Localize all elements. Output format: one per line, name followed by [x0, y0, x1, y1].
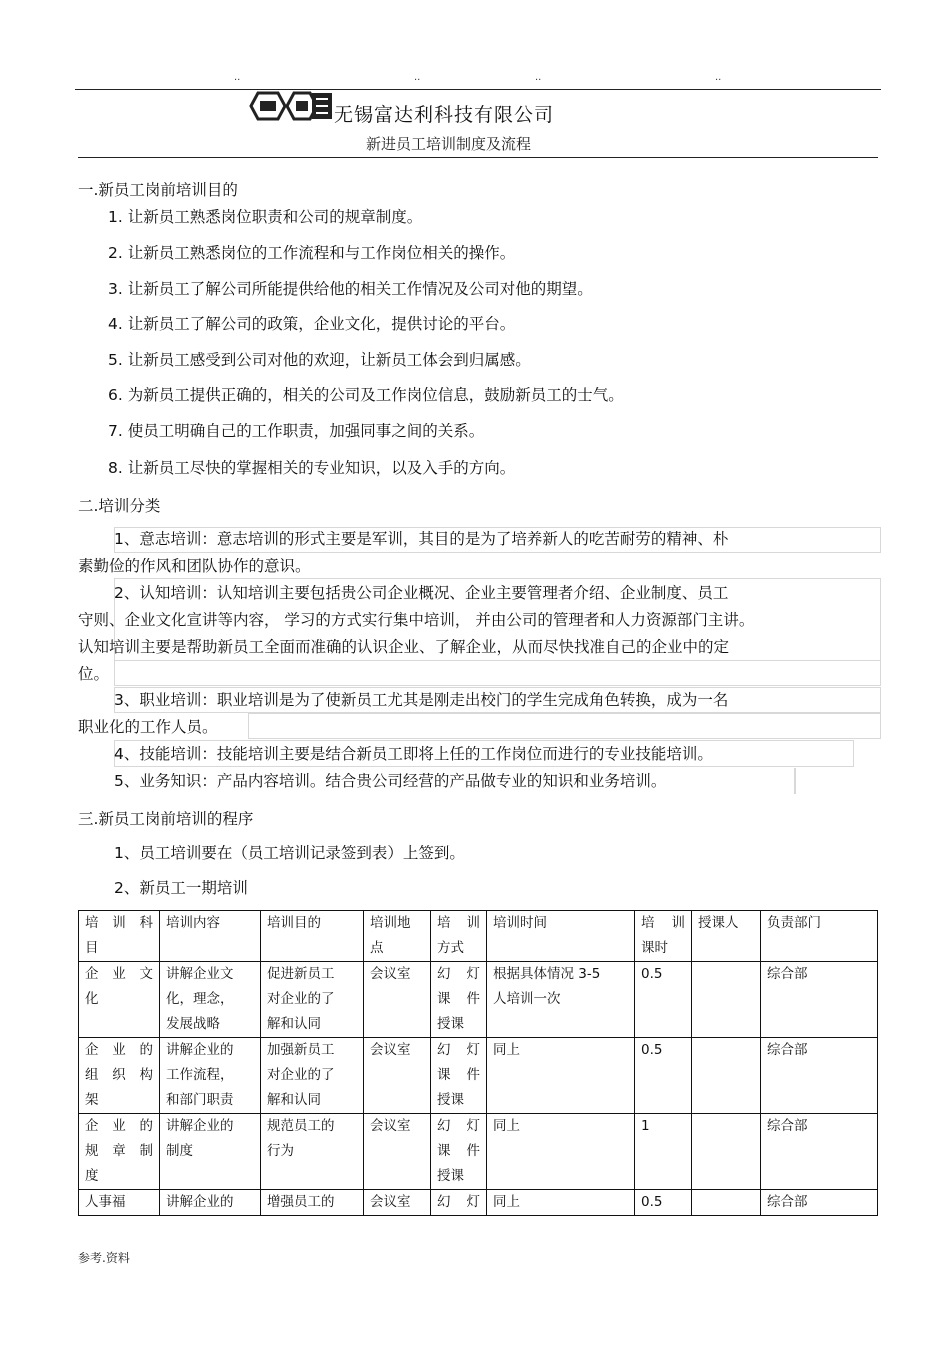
- table-cell: [692, 1190, 761, 1216]
- header-dots-3: ..: [535, 72, 542, 83]
- paragraph-line: 职业化的工作人员。: [78, 718, 218, 736]
- table-cell: [431, 1114, 487, 1190]
- table-cell: [79, 1190, 160, 1216]
- list-item: 6. 为新员工提供正确的，相关的公司及工作岗位信息，鼓励新员工的士气。: [108, 386, 624, 404]
- cell-line: 1: [641, 1118, 650, 1134]
- cell-line: 会议室: [370, 966, 411, 982]
- cell-line: 人培训一次: [493, 991, 561, 1007]
- table-cell: [761, 1038, 878, 1114]
- table-cell: [487, 1038, 635, 1114]
- cell-line: 培训地: [370, 915, 411, 931]
- cell-line: 授课: [437, 1016, 464, 1032]
- cell-line: 目: [85, 940, 99, 956]
- table-cell: [160, 1038, 261, 1114]
- table-cell: [364, 1114, 431, 1190]
- table-cell: [635, 1114, 692, 1190]
- table-cell: [431, 1190, 487, 1216]
- list-item: 2、新员工一期培训: [114, 879, 248, 897]
- cell-line: 授课: [437, 1092, 464, 1108]
- cell-line: 解和认同: [267, 1092, 321, 1108]
- company-logo-icon: [248, 87, 334, 125]
- section-2-title: 二.培训分类: [78, 497, 161, 515]
- page-footer: 参考.资料: [78, 1251, 130, 1265]
- cell-line: 和部门职责: [166, 1092, 234, 1108]
- text-frame: [248, 713, 881, 739]
- document-subtitle: 新进员工培训制度及流程: [366, 135, 532, 153]
- table-header-cell: [761, 911, 878, 962]
- cell-line: 负责部门: [767, 915, 821, 931]
- cell-line: 会议室: [370, 1118, 411, 1134]
- list-item: 3. 让新员工了解公司所能提供给他的相关工作情况及公司对他的期望。: [108, 280, 593, 298]
- cell-line: 讲解企业的: [166, 1042, 234, 1058]
- cell-line: 方式: [437, 940, 464, 956]
- header-bottom-rule: [78, 157, 878, 158]
- list-item: 8. 让新员工尽快的掌握相关的专业知识，以及入手的方向。: [108, 459, 516, 477]
- cell-line: 根据具体情况 3-5: [493, 966, 601, 982]
- table-header-cell: [79, 911, 160, 962]
- table-cell: [487, 1114, 635, 1190]
- table-cell: [160, 1190, 261, 1216]
- cell-line: 度: [85, 1168, 99, 1184]
- table-cell: [692, 962, 761, 1038]
- cell-line: 规范员工的: [267, 1118, 335, 1134]
- cell-line: 授课人: [698, 915, 739, 931]
- cell-line: 增强员工的: [267, 1194, 335, 1210]
- list-item: 1、员工培训要在（员工培训记录签到表）上签到。: [114, 844, 465, 862]
- cell-line: 对企业的了: [267, 1067, 335, 1083]
- table-row: [79, 962, 878, 1038]
- cell-line: 架: [85, 1092, 99, 1108]
- paragraph-line: 素勤俭的作风和团队协作的意识。: [78, 557, 311, 575]
- table-cell: [160, 1114, 261, 1190]
- cell-line: 促进新员工: [267, 966, 335, 982]
- cell-line: 讲解企业的: [166, 1194, 234, 1210]
- table-cell: [487, 962, 635, 1038]
- table-cell: [431, 962, 487, 1038]
- table-cell: [261, 962, 364, 1038]
- cell-line: 讲解企业的: [166, 1118, 234, 1134]
- table-row: [79, 1190, 878, 1216]
- table-header-cell: [692, 911, 761, 962]
- table-cell: [692, 1038, 761, 1114]
- cell-line: 培训内容: [166, 915, 220, 931]
- table-cell: [761, 1190, 878, 1216]
- table-header-cell: [160, 911, 261, 962]
- cell-line: 培训时间: [493, 915, 547, 931]
- table-cell: [635, 1038, 692, 1114]
- cell-line: 课件: [437, 1143, 480, 1159]
- header-dots-2: ..: [414, 72, 421, 83]
- table-cell: [261, 1038, 364, 1114]
- company-name: 无锡富达利科技有限公司: [334, 104, 555, 126]
- cell-line: 工作流程，: [166, 1067, 234, 1083]
- table-cell: [364, 962, 431, 1038]
- cell-line: 点: [370, 940, 384, 956]
- paragraph-line: 位。: [78, 665, 110, 683]
- cell-line: 课时: [641, 940, 668, 956]
- list-item: 5. 让新员工感受到公司对他的欢迎，让新员工体会到归属感。: [108, 351, 531, 369]
- cell-line: 课件: [437, 1067, 480, 1083]
- table-cell: [431, 1038, 487, 1114]
- table-header-cell: [635, 911, 692, 962]
- cell-line: 幻灯: [437, 1194, 480, 1210]
- text-frame: [794, 768, 796, 794]
- table-cell: [635, 1190, 692, 1216]
- cell-line: 行为: [267, 1143, 294, 1159]
- list-item: 2. 让新员工熟悉岗位的工作流程和与工作岗位相关的操作。: [108, 244, 516, 262]
- cell-line: 讲解企业文: [166, 966, 234, 982]
- table-header-cell: [364, 911, 431, 962]
- training-table: [78, 910, 878, 1216]
- table-header-row: [79, 911, 878, 962]
- table-cell: [364, 1190, 431, 1216]
- paragraph-line: 4、技能培训：技能培训主要是结合新员工即将上任的工作岗位而进行的专业技能培训。: [114, 745, 713, 763]
- text-frame: [114, 660, 881, 686]
- paragraph-line: 2、认知培训：认知培训主要包括贵公司企业概况、企业主要管理者介绍、企业制度、员工: [114, 584, 729, 602]
- cell-line: 0.5: [641, 1042, 663, 1058]
- cell-line: 综合部: [767, 1042, 808, 1058]
- cell-line: 0.5: [641, 1194, 663, 1210]
- cell-line: 培训: [641, 915, 685, 931]
- cell-line: 同上: [493, 1194, 520, 1210]
- paragraph-line: 3、职业培训：职业培训是为了使新员工尤其是刚走出校门的学生完成角色转换，成为一名: [114, 691, 729, 709]
- section-3-title: 三.新员工岗前培训的程序: [78, 810, 254, 828]
- header-dots-4: ..: [715, 72, 722, 83]
- table-header-cell: [431, 911, 487, 962]
- cell-line: 同上: [493, 1042, 520, 1058]
- paragraph-line: 1、意志培训：意志培训的形式主要是军训，其目的是为了培养新人的吃苦耐劳的精神、朴: [114, 530, 729, 548]
- cell-line: 企业文: [85, 966, 153, 982]
- table-cell: [761, 962, 878, 1038]
- cell-line: 解和认同: [267, 1016, 321, 1032]
- cell-line: 企业的: [85, 1042, 153, 1058]
- cell-line: 课件: [437, 991, 480, 1007]
- cell-line: 培训: [437, 915, 480, 931]
- table-cell: [364, 1038, 431, 1114]
- table-cell: [692, 1114, 761, 1190]
- cell-line: 化: [85, 991, 99, 1007]
- table-cell: [79, 962, 160, 1038]
- table-cell: [761, 1114, 878, 1190]
- cell-line: 人事福: [85, 1194, 126, 1210]
- cell-line: 制度: [166, 1143, 193, 1159]
- table-header-cell: [261, 911, 364, 962]
- cell-line: 综合部: [767, 1194, 808, 1210]
- cell-line: 幻灯: [437, 966, 480, 982]
- cell-line: 同上: [493, 1118, 520, 1134]
- paragraph-line: 5、业务知识：产品内容培训。结合贵公司经营的产品做专业的知识和业务培训。: [114, 772, 667, 790]
- cell-line: 幻灯: [437, 1042, 480, 1058]
- cell-line: 授课: [437, 1168, 464, 1184]
- table-row: [79, 1114, 878, 1190]
- paragraph-line: 认知培训主要是帮助新员工全面而准确的认识企业、了解企业，从而尽快找准自己的企业中的定: [78, 638, 730, 656]
- cell-line: 会议室: [370, 1194, 411, 1210]
- table-cell: [635, 962, 692, 1038]
- list-item: 4. 让新员工了解公司的政策，企业文化，提供讨论的平台。: [108, 315, 516, 333]
- cell-line: 对企业的了: [267, 991, 335, 1007]
- cell-line: 加强新员工: [267, 1042, 335, 1058]
- table-row: [79, 1038, 878, 1114]
- cell-line: 综合部: [767, 966, 808, 982]
- cell-line: 会议室: [370, 1042, 411, 1058]
- table-cell: [261, 1190, 364, 1216]
- cell-line: 培训目的: [267, 915, 321, 931]
- table-cell: [79, 1114, 160, 1190]
- table-header-cell: [487, 911, 635, 962]
- cell-line: 发展战略: [166, 1016, 220, 1032]
- cell-line: 培训科: [85, 915, 153, 931]
- table-cell: [261, 1114, 364, 1190]
- cell-line: 幻灯: [437, 1118, 480, 1134]
- paragraph-line: 守则、企业文化宣讲等内容， 学习的方式实行集中培训， 并由公司的管理者和人力资源部门主讲。: [78, 611, 755, 629]
- cell-line: 0.5: [641, 966, 663, 982]
- cell-line: 企业的: [85, 1118, 153, 1134]
- table-cell: [487, 1190, 635, 1216]
- list-item: 1. 让新员工熟悉岗位职责和公司的规章制度。: [108, 208, 423, 226]
- list-item: 7. 使员工明确自己的工作职责，加强同事之间的关系。: [108, 422, 485, 440]
- header-top-rule: [75, 89, 881, 90]
- cell-line: 化，理念，: [166, 991, 234, 1007]
- cell-line: 组织构: [85, 1067, 153, 1083]
- section-1-title: 一.新员工岗前培训目的: [78, 181, 238, 199]
- header-dots-1: ..: [234, 72, 241, 83]
- cell-line: 综合部: [767, 1118, 808, 1134]
- table-cell: [79, 1038, 160, 1114]
- table-cell: [160, 962, 261, 1038]
- cell-line: 规章制: [85, 1143, 153, 1159]
